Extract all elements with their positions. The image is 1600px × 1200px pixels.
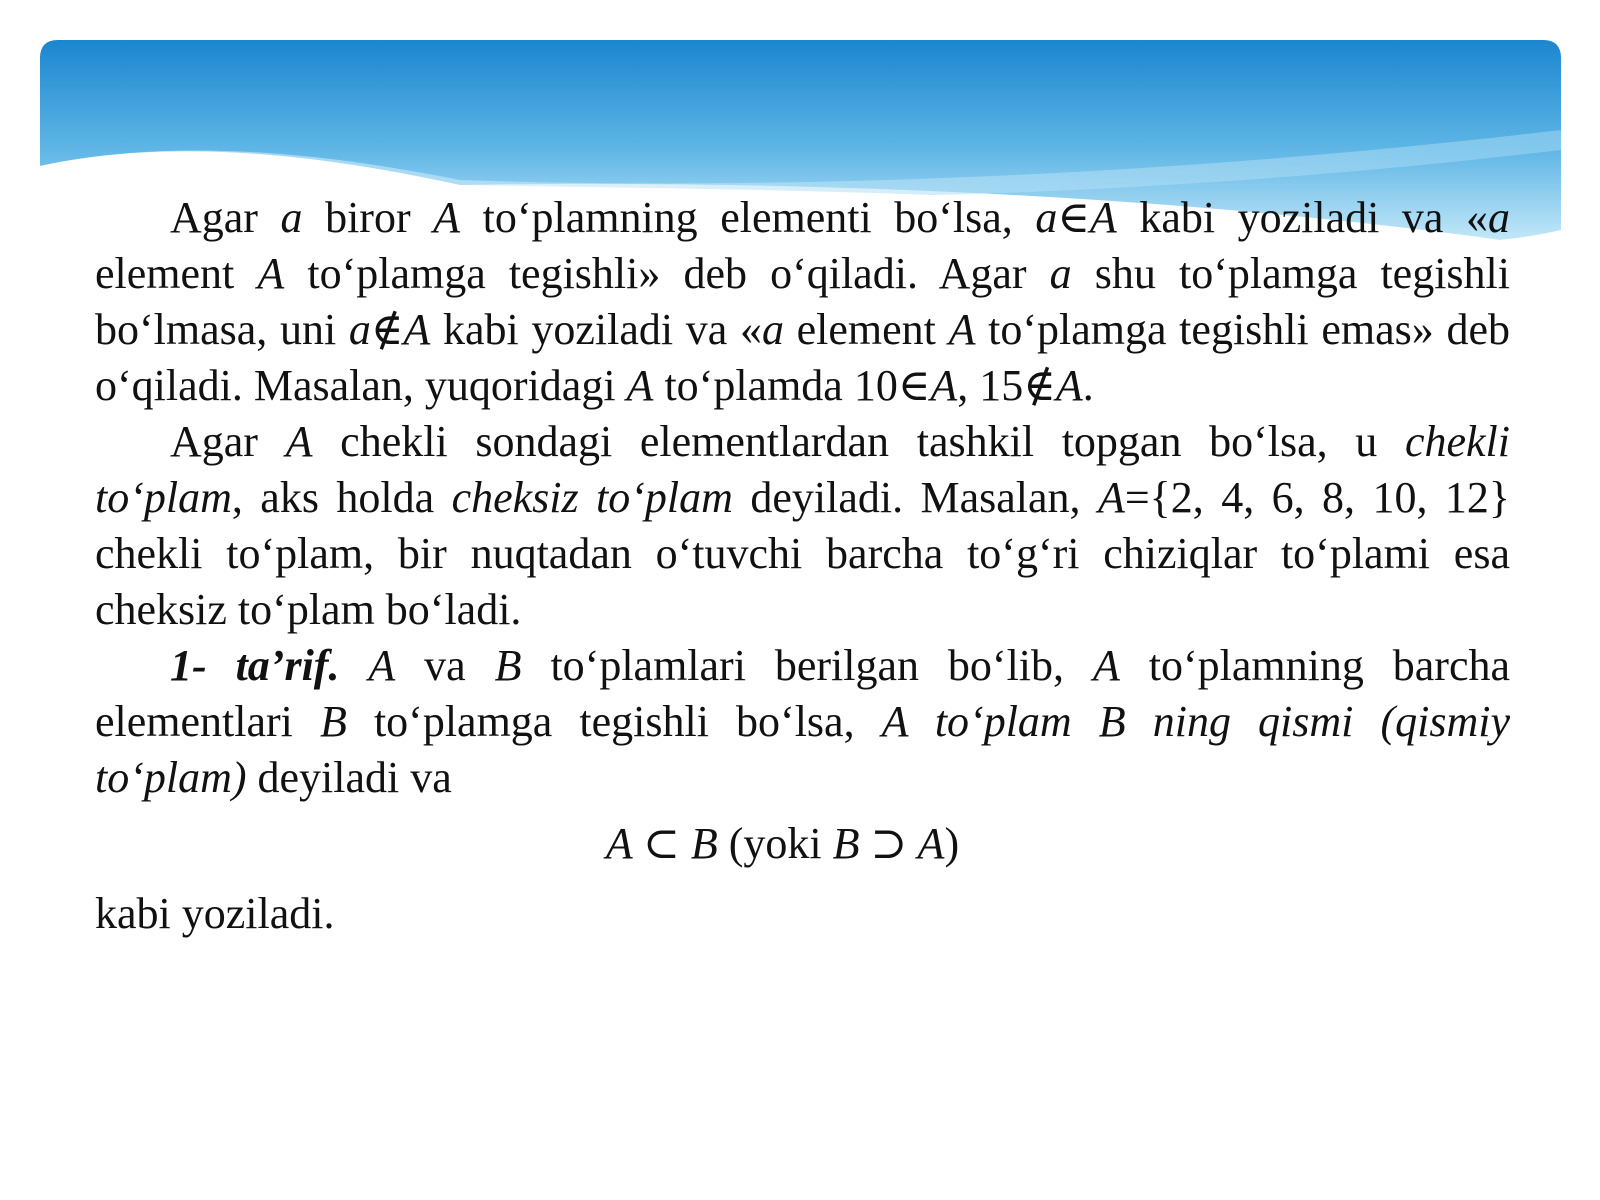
text: biror <box>302 193 434 242</box>
text: to‘plamlari berilgan bo‘lib, <box>521 641 1093 690</box>
text <box>339 641 368 690</box>
text: element <box>95 249 258 298</box>
formula-element-of: a∈A <box>1035 193 1117 242</box>
formula-subset <box>95 816 1510 872</box>
document-body <box>95 190 1510 942</box>
text: . <box>1082 361 1094 410</box>
text: to‘plamga tegishli» deb o‘qiladi. Agar <box>284 249 1050 298</box>
variable-B: B <box>494 641 522 690</box>
text: shu to‘plamga tegishli bo‘lmasa, uni <box>95 249 1510 354</box>
text: ={2, 4, 6, 8, 10, 12} chekli to‘plam, bir nuqtadan o‘tuvchi barcha to‘g‘ri chiziqlar to‘plami esa cheksiz to‘plam bo‘ladi. <box>95 473 1511 634</box>
variable-A: A <box>433 193 461 242</box>
text: Agar <box>170 193 281 242</box>
formula-text: (yoki <box>717 819 833 868</box>
text: , 15∉ <box>957 361 1056 410</box>
text: kabi yoziladi va « <box>1116 193 1489 242</box>
term-infinite-set: cheksiz to‘plam <box>451 473 733 522</box>
text: element <box>783 305 949 354</box>
variable-A: A <box>626 361 654 410</box>
paragraph-finite-sets <box>95 414 1510 638</box>
text: to‘plamning elementi bo‘lsa, <box>460 193 1036 242</box>
text: to‘plamning barcha elementlari <box>95 641 1511 746</box>
variable-A: A <box>285 417 313 466</box>
variable-A: A <box>368 641 396 690</box>
variable-B: B <box>319 697 347 746</box>
paragraph-membership <box>95 190 1510 414</box>
text: Agar <box>170 417 286 466</box>
variable-A: A <box>948 305 976 354</box>
text: deyiladi va <box>246 753 452 802</box>
variable-a: a <box>1049 249 1072 298</box>
definition-label: 1- ta’rif. <box>170 641 340 690</box>
variable-a: a <box>280 193 303 242</box>
text: chekli sondagi elementlardan tashkil topgan bo‘lsa, u <box>312 417 1405 466</box>
paragraph-definition-1 <box>95 638 1510 806</box>
term-finite-set: chekli to‘plam <box>95 417 1510 522</box>
text: , aks holda <box>231 473 452 522</box>
text: to‘plamga tegishli emas» deb o‘qiladi. Masalan, yuqoridagi <box>95 305 1511 410</box>
text: to‘plamga tegishli bo‘lsa, <box>346 697 882 746</box>
closing-line: kabi yoziladi. <box>95 889 335 938</box>
variable-A: A <box>1097 473 1125 522</box>
text: kabi yoziladi va « <box>430 305 762 354</box>
formula-text: ) <box>944 819 960 868</box>
variable-a: a <box>1488 193 1511 242</box>
text: deyiladi. Masalan, <box>732 473 1098 522</box>
variable-A: A <box>930 361 958 410</box>
text: to‘plamda 10∈ <box>653 361 931 410</box>
variable-A: A <box>257 249 285 298</box>
formula-lhs: A ⊂ B <box>605 819 718 868</box>
variable-A: A <box>1092 641 1120 690</box>
formula-not-element-of: a∉A <box>348 305 431 354</box>
text: va <box>395 641 495 690</box>
variable-a: a <box>761 305 784 354</box>
formula-rhs: B ⊃ A <box>832 819 945 868</box>
term-subset: A to‘plam B ning qismi (qismiy to‘plam) <box>95 697 1511 802</box>
variable-A: A <box>1055 361 1083 410</box>
